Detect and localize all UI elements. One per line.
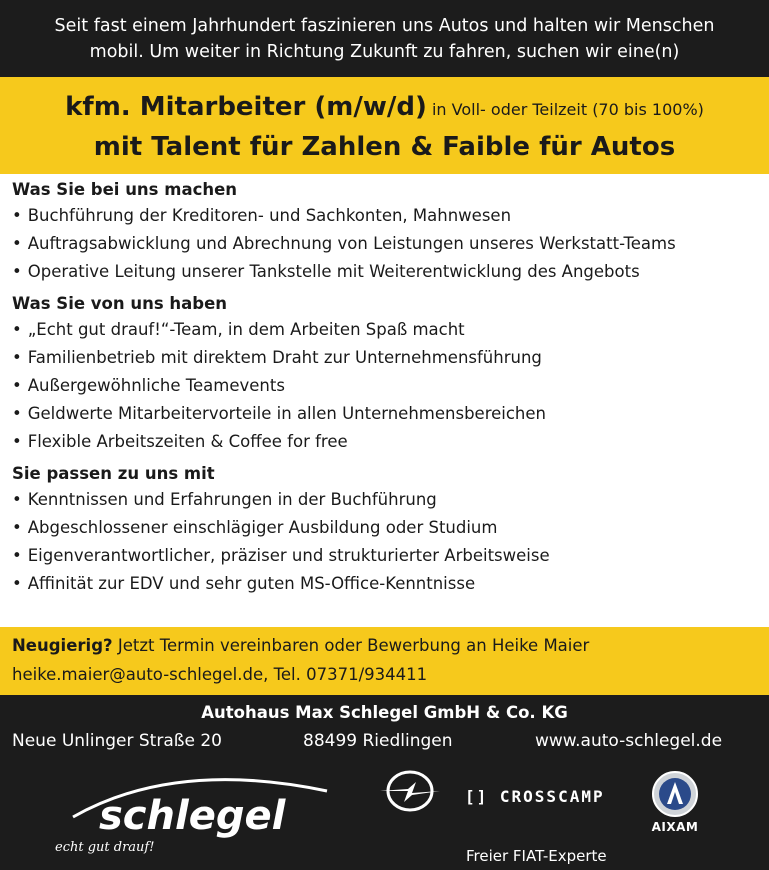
list-item: • Flexible Arbeitszeiten & Coffee for free — [12, 428, 757, 456]
opel-logo-icon — [378, 770, 442, 812]
list-item: • Auftragsabwicklung und Abrechnung von Leistungen unseres Werkstatt-Teams — [12, 230, 757, 258]
section-heading-requirements: Sie passen zu uns mit — [12, 464, 215, 483]
job-details — [0, 174, 769, 627]
list-item: • Buchführung der Kreditoren- und Sachkonten, Mahnwesen — [12, 202, 757, 230]
street-address: Neue Unlinger Straße 20 — [12, 731, 222, 751]
call-to-action — [0, 627, 769, 695]
list-item: • Eigenverantwortlicher, präziser und strukturierter Arbeitsweise — [12, 542, 757, 570]
logo-text: schlegel — [99, 793, 286, 839]
cta-line — [12, 631, 757, 660]
list-item: • Abgeschlossener einschlägiger Ausbildung oder Studium — [12, 514, 757, 542]
contact-line[interactable]: heike.maier@auto-schlegel.de, Tel. 07371/934411 — [12, 665, 428, 684]
intro-line-2: mobil. Um weiter in Richtung Zukunft zu fahren, suchen wir eine(n) — [89, 42, 680, 62]
section-heading-benefits: Was Sie von uns haben — [12, 294, 228, 313]
intro-line-1: Seit fast einem Jahrhundert faszinieren uns Autos und halten wir Menschen — [54, 16, 715, 36]
job-title-row — [0, 89, 769, 128]
list-item: • Familienbetrieb mit direktem Draht zur Unternehmensführung — [12, 344, 757, 372]
job-title-band — [0, 77, 769, 174]
job-title-subtitle: in Voll- oder Teilzeit (70 bis 100%) — [431, 100, 704, 119]
slogan: echt gut drauf! — [55, 840, 155, 855]
intro-banner — [0, 0, 769, 77]
aixam-label: AIXAM — [651, 820, 699, 834]
website-link[interactable]: www.auto-schlegel.de — [535, 731, 723, 751]
list-item: • Affinität zur EDV und sehr guten MS-Office-Kenntnisse — [12, 570, 757, 598]
cta-bold: Neugierig? — [12, 636, 113, 655]
footer — [0, 695, 769, 870]
city-address: 88499 Riedlingen — [303, 731, 453, 751]
crosscamp-logo: [] CROSSCAMP — [465, 787, 605, 806]
section-heading-tasks: Was Sie bei uns machen — [12, 180, 238, 199]
list-item: • Operative Leitung unserer Tankstelle mit Weiterentwicklung des Angebots — [12, 258, 757, 286]
job-tagline: mit Talent für Zahlen & Faible für Autos — [93, 132, 676, 162]
list-item: • Außergewöhnliche Teamevents — [12, 372, 757, 400]
list-item: • „Echt gut drauf!“-Team, in dem Arbeiten Spaß macht — [12, 316, 757, 344]
job-title: kfm. Mitarbeiter (m/w/d) — [65, 92, 427, 122]
fiat-expert-label: Freier FIAT-Experte — [466, 847, 607, 865]
list-item: • Kenntnissen und Erfahrungen in der Buchführung — [12, 486, 757, 514]
company-name: Autohaus Max Schlegel GmbH & Co. KG — [201, 703, 568, 722]
list-item: • Geldwerte Mitarbeitervorteile in allen Unternehmensbereichen — [12, 400, 757, 428]
schlegel-logo — [55, 769, 335, 859]
cta-text: Jetzt Termin vereinbaren oder Bewerbung an Heike Maier — [112, 636, 590, 655]
